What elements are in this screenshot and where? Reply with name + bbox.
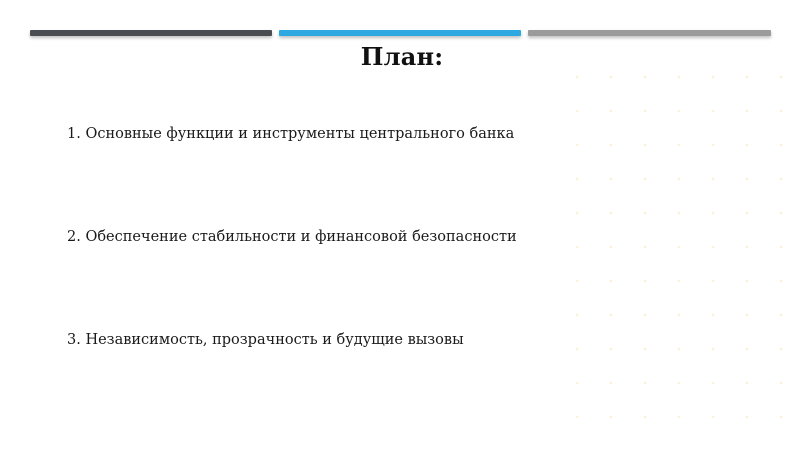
header-bar-dark <box>30 30 272 36</box>
header-bar-blue <box>279 30 521 36</box>
slide-title: План: <box>360 42 444 71</box>
plan-item-2: 2. Обеспечение стабильности и финансовой безопасности <box>67 229 517 245</box>
plan-item-1: 1. Основные функции и инструменты центрального банка <box>67 126 515 142</box>
plan-item-3: 3. Независимость, прозрачность и будущие вызовы <box>67 332 464 348</box>
header-bar-gray <box>528 30 771 36</box>
decorative-dot-pattern <box>560 60 800 449</box>
